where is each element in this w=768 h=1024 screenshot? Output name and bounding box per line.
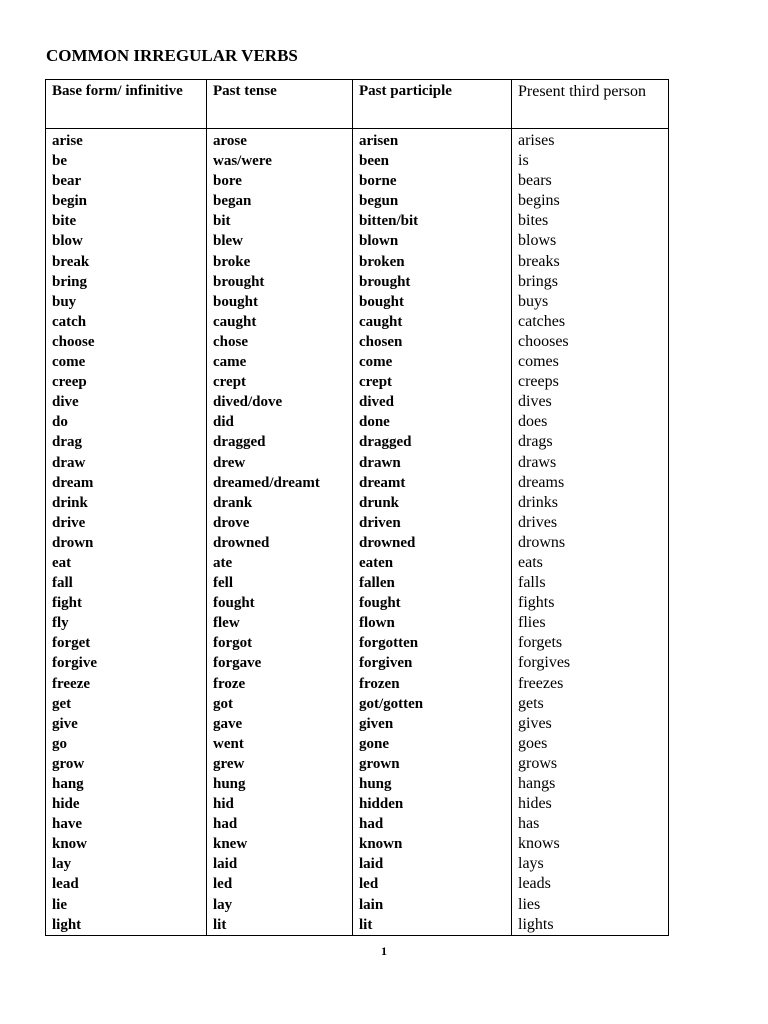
verb-base-form: creep (52, 374, 87, 391)
verb-base-form: buy (52, 293, 77, 310)
verb-past-participle: crept (359, 374, 393, 391)
verb-base-form: fall (52, 575, 73, 592)
column-past-tense (207, 129, 353, 936)
verb-past-tense: lay (213, 896, 233, 913)
verb-past-participle: dragged (359, 434, 412, 451)
verb-present-third-person: drowns (518, 533, 566, 551)
verb-past-tense: forgot (213, 635, 253, 652)
verb-present-third-person: has (518, 815, 540, 833)
verb-past-tense: ate (213, 554, 233, 571)
verb-past-participle: blown (359, 233, 399, 250)
verb-past-tense: bore (213, 173, 242, 190)
verb-present-third-person: dreams (518, 473, 565, 491)
verb-present-third-person: drives (518, 513, 558, 531)
verb-past-participle: given (359, 715, 394, 732)
verb-present-third-person: leads (518, 875, 551, 893)
column-past-participle (353, 129, 512, 936)
verb-past-participle: drunk (359, 494, 400, 511)
verb-past-tense: caught (213, 313, 257, 330)
verb-base-form: dive (52, 394, 79, 411)
verb-past-tense: fell (213, 575, 233, 592)
verb-present-third-person: forgets (518, 634, 563, 652)
verb-past-tense: bought (213, 293, 259, 310)
verb-base-form: choose (52, 333, 95, 350)
verb-present-third-person: goes (518, 734, 548, 752)
verb-past-tense: came (213, 354, 247, 371)
verb-base-form: freeze (52, 675, 91, 692)
verb-base-form: grow (52, 755, 85, 772)
verb-base-form: know (52, 836, 88, 853)
verb-past-tense: brought (213, 273, 265, 290)
verb-base-form: catch (52, 313, 87, 330)
verb-past-tense: hung (213, 776, 246, 792)
verb-base-form: come (52, 354, 86, 371)
verb-present-third-person: is (518, 152, 529, 170)
verb-present-third-person: dives (518, 393, 552, 411)
verb-past-tense: dragged (213, 434, 266, 451)
verb-past-participle: lain (359, 896, 384, 913)
verb-present-third-person: lies (518, 895, 541, 913)
verb-past-tense: flew (213, 615, 240, 632)
verb-base-form: bring (52, 273, 88, 290)
verb-present-third-person: does (518, 413, 548, 431)
verb-past-participle: bought (359, 293, 405, 310)
verb-base-form: fly (52, 615, 69, 632)
verb-past-tense: had (213, 816, 238, 833)
verb-past-tense: got (213, 695, 233, 712)
verb-present-third-person: gives (518, 714, 552, 732)
verb-past-tense: drove (213, 514, 250, 531)
verb-past-participle: eaten (359, 554, 394, 571)
verb-present-third-person: forgives (518, 654, 571, 672)
verb-present-third-person: breaks (518, 252, 560, 270)
irregular-verbs-table (45, 79, 669, 936)
table-header-row (46, 80, 669, 129)
verb-present-third-person: comes (518, 353, 559, 371)
verb-past-participle: drowned (359, 534, 416, 551)
verb-past-participle: frozen (359, 675, 400, 692)
verb-base-form: light (52, 916, 82, 933)
verb-present-third-person: bites (518, 212, 549, 230)
page-number: 1 (381, 944, 387, 958)
verb-present-third-person: flies (518, 614, 546, 632)
verb-present-third-person: buys (518, 292, 549, 310)
verb-base-form: hang (52, 776, 84, 792)
verb-present-third-person: lays (518, 855, 544, 873)
verb-past-tense: led (213, 876, 233, 893)
verb-past-tense: drowned (213, 534, 270, 551)
verb-present-third-person: brings (518, 272, 558, 290)
verb-past-participle: grown (359, 755, 400, 772)
verb-base-form: hide (52, 796, 80, 813)
verb-past-tense: knew (213, 836, 248, 853)
verb-base-form: lie (52, 896, 67, 913)
verb-past-tense: lit (213, 916, 227, 933)
verb-base-form: drown (52, 534, 94, 551)
verb-present-third-person: drags (518, 433, 553, 451)
table-body-row (46, 129, 669, 936)
verb-past-participle: brought (359, 273, 411, 290)
verb-present-third-person: begins (518, 192, 560, 210)
verb-present-third-person: draws (518, 453, 557, 471)
verb-present-third-person: drinks (518, 493, 558, 511)
verb-past-participle: laid (359, 856, 384, 873)
verb-present-third-person: chooses (518, 332, 569, 350)
header-present-third-person: Present third person (512, 80, 669, 129)
verb-present-third-person: hangs (518, 775, 556, 792)
verb-past-tense: grew (213, 755, 245, 772)
column-present-third-person (512, 129, 669, 936)
verb-present-third-person: eats (518, 553, 543, 571)
verb-base-form: lead (52, 876, 79, 893)
verb-past-participle: had (359, 816, 384, 833)
verb-past-participle: lit (359, 916, 373, 933)
verb-present-third-person: grows (518, 754, 558, 772)
header-base-form: Base form/ infinitive (46, 80, 207, 129)
verb-base-form: be (52, 153, 67, 170)
verb-base-form: forgive (52, 655, 97, 672)
verb-present-third-person: bears (518, 172, 552, 190)
verb-past-participle: forgotten (359, 635, 419, 652)
verb-base-form: arise (52, 133, 83, 149)
verb-past-participle: come (359, 354, 393, 371)
header-past-tense: Past tense (207, 80, 353, 129)
verb-past-participle: drawn (359, 454, 401, 471)
verb-past-tense: blew (213, 233, 243, 250)
verb-past-tense: went (213, 735, 244, 752)
verb-base-form: dream (52, 474, 94, 491)
verb-past-tense: broke (213, 253, 251, 270)
column-base-form (46, 129, 207, 936)
verb-present-third-person: lights (518, 915, 554, 933)
verb-past-participle: forgiven (359, 655, 413, 672)
verb-past-tense: fought (213, 595, 255, 612)
verb-base-form: draw (52, 454, 86, 471)
verb-past-participle: broken (359, 253, 405, 270)
verb-base-form: bite (52, 213, 77, 230)
verb-past-participle: known (359, 836, 403, 853)
verb-past-tense: hid (213, 796, 234, 813)
verb-past-tense: chose (213, 333, 248, 350)
verb-past-participle: gone (359, 735, 389, 752)
verb-past-participle: hidden (359, 796, 404, 813)
verb-base-form: fight (52, 595, 82, 612)
verb-base-form: lay (52, 856, 72, 873)
verb-base-form: drink (52, 494, 88, 511)
verb-past-tense: froze (213, 675, 246, 692)
verb-base-form: break (52, 253, 90, 270)
verb-base-form: blow (52, 233, 83, 250)
verb-past-participle: fallen (359, 575, 395, 592)
verb-base-form: forget (52, 635, 91, 652)
verb-present-third-person: catches (518, 312, 566, 330)
verb-past-tense: began (213, 193, 252, 210)
page-title: COMMON IRREGULAR VERBS (46, 46, 298, 65)
verb-past-tense: forgave (213, 655, 262, 672)
verb-present-third-person: blows (518, 232, 557, 250)
verb-past-tense: was/were (213, 153, 272, 170)
verb-base-form: go (52, 735, 67, 752)
verb-base-form: drive (52, 514, 86, 531)
verb-past-participle: fought (359, 595, 401, 612)
verb-past-tense: drew (213, 454, 246, 471)
verb-present-third-person: hides (518, 795, 552, 813)
verb-present-third-person: fights (518, 594, 555, 612)
verb-base-form: drag (52, 434, 82, 451)
verb-past-tense: laid (213, 856, 238, 873)
header-past-participle: Past participle (353, 80, 512, 129)
verb-base-form: do (52, 414, 68, 431)
verb-past-tense: did (213, 414, 234, 431)
verb-past-participle: borne (359, 173, 397, 190)
verb-past-participle: driven (359, 514, 401, 531)
verb-present-third-person: creeps (518, 373, 559, 391)
verb-past-tense: crept (213, 374, 247, 391)
verb-past-tense: dreamed/dreamt (213, 474, 320, 491)
verb-base-form: begin (52, 193, 88, 210)
verb-past-tense: arose (213, 133, 247, 149)
verb-present-third-person: arises (518, 132, 555, 149)
verb-present-third-person: knows (518, 835, 560, 853)
verb-base-form: get (52, 695, 72, 712)
verb-past-participle: dived (359, 394, 395, 411)
verb-past-participle: arisen (359, 133, 399, 149)
verb-past-participle: dreamt (359, 474, 406, 491)
verb-past-tense: gave (213, 715, 243, 732)
verb-present-third-person: gets (518, 694, 544, 712)
verb-past-participle: hung (359, 776, 392, 792)
verb-present-third-person: freezes (518, 674, 564, 692)
verb-past-participle: done (359, 414, 390, 431)
verb-past-participle: caught (359, 313, 403, 330)
verb-base-form: have (52, 816, 82, 833)
verb-past-tense: drank (213, 494, 253, 511)
verb-base-form: eat (52, 554, 72, 571)
verb-past-participle: flown (359, 615, 395, 632)
verb-base-form: give (52, 715, 78, 732)
verb-past-tense: bit (213, 213, 231, 230)
verb-past-tense: dived/dove (213, 394, 283, 411)
verb-present-third-person: falls (518, 574, 546, 592)
verb-past-participle: led (359, 876, 379, 893)
verb-past-participle: begun (359, 193, 399, 210)
verb-past-participle: bitten/bit (359, 213, 419, 230)
verb-past-participle: chosen (359, 333, 403, 350)
verb-past-participle: got/gotten (359, 695, 424, 712)
verb-past-participle: been (359, 153, 389, 170)
verb-base-form: bear (52, 173, 82, 190)
